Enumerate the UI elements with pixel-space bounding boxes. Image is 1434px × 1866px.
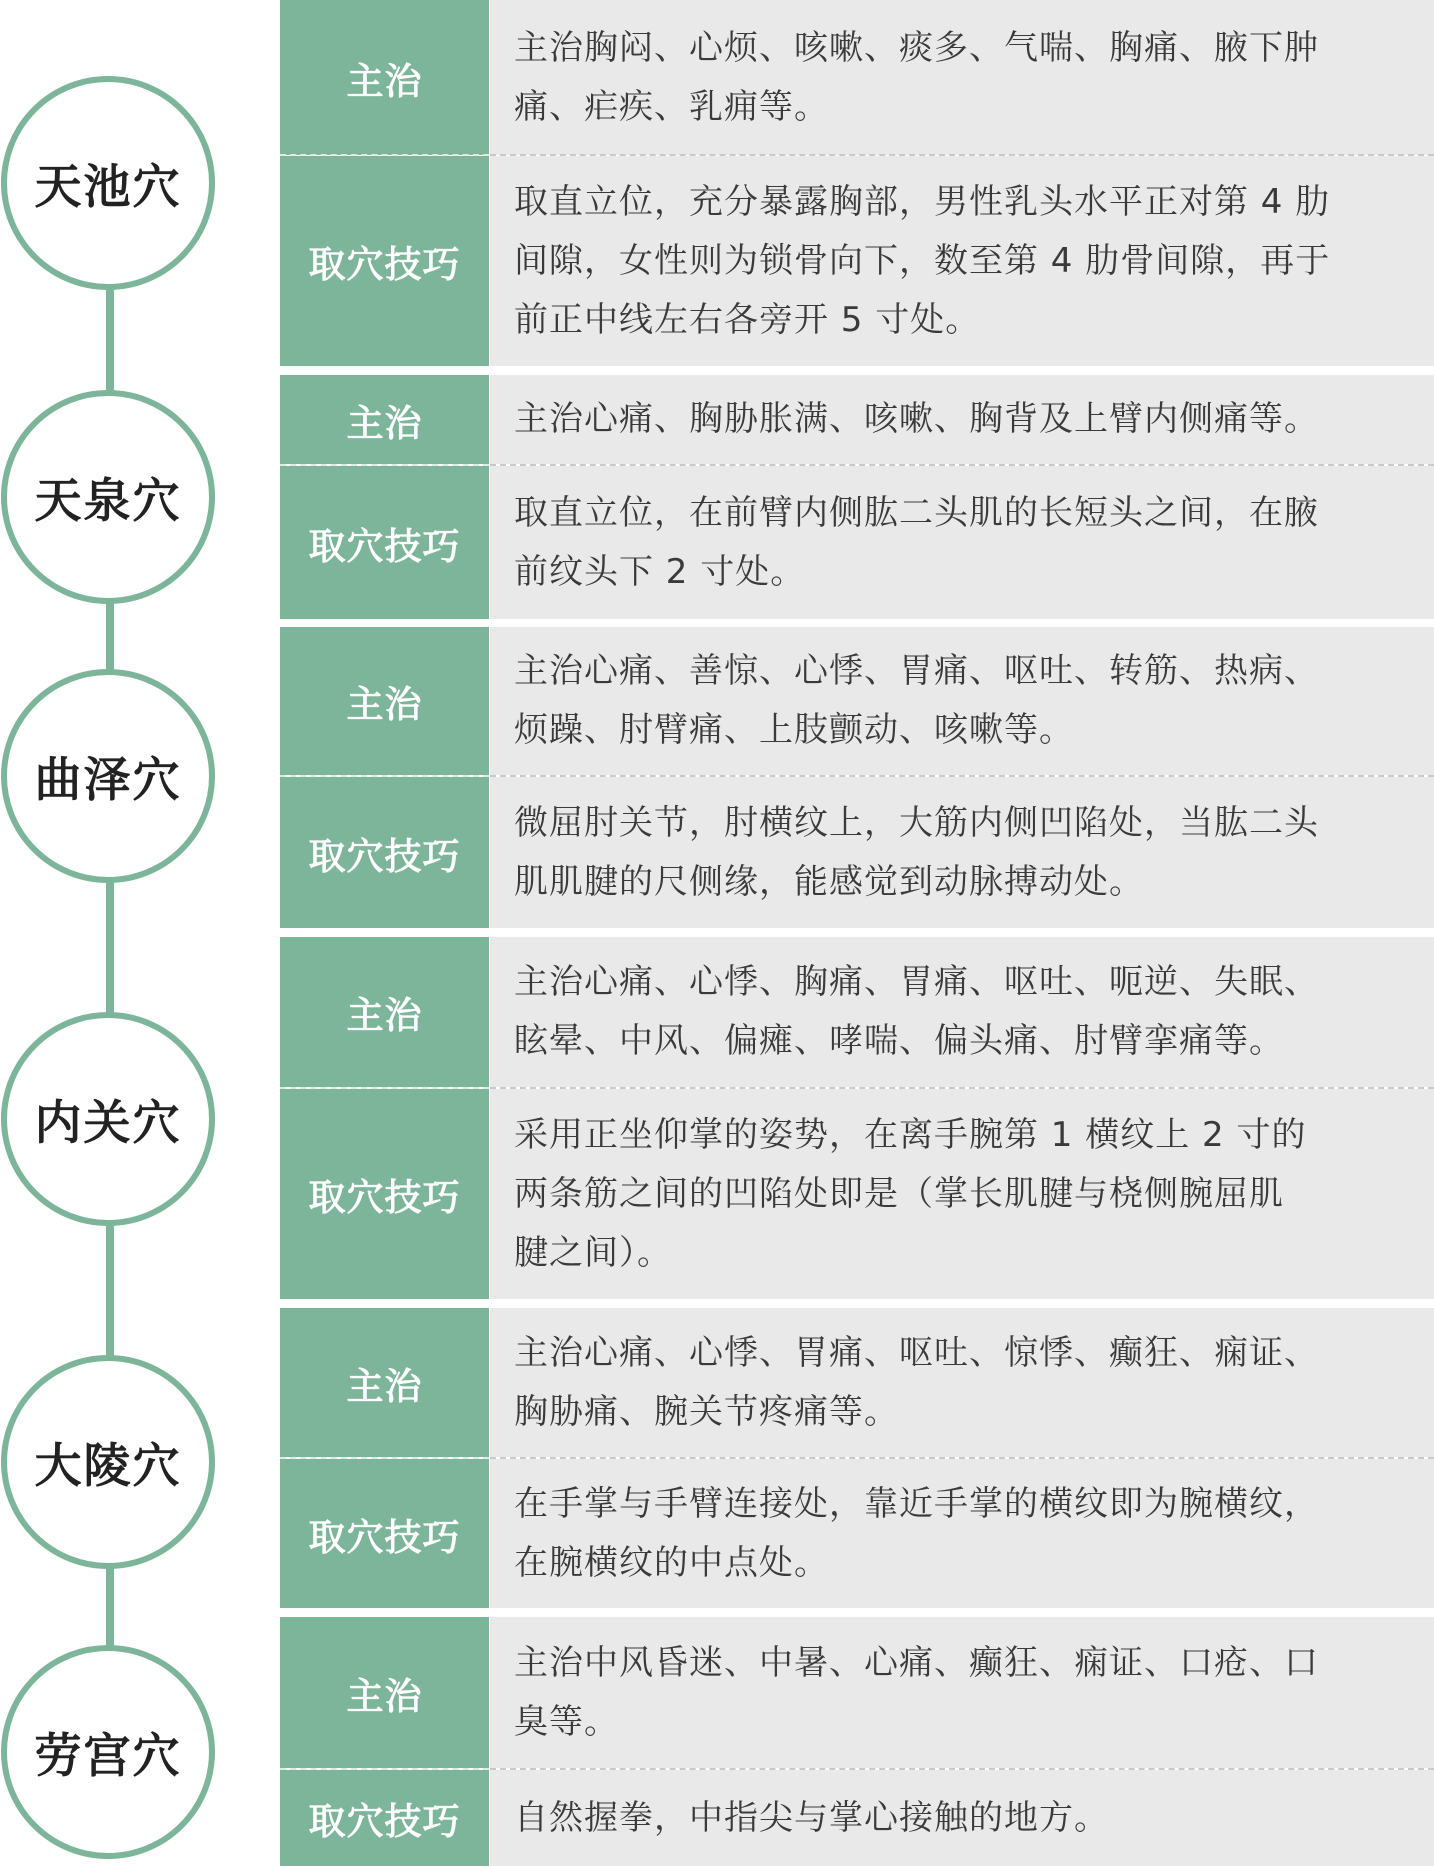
technique-label-cell bbox=[280, 777, 489, 928]
indication-text bbox=[490, 1324, 1434, 1442]
text-line: 主治心痛、心悸、胸痛、胃痛、呕吐、呃逆、失眠、 bbox=[514, 962, 1319, 1002]
technique-content bbox=[490, 1459, 1434, 1608]
technique-content bbox=[490, 156, 1434, 366]
technique-content bbox=[490, 466, 1434, 619]
indication-label: 主治 bbox=[346, 1364, 423, 1408]
acupoint-name: 天泉穴 bbox=[34, 473, 182, 529]
technique-label-cell bbox=[280, 156, 489, 366]
indication-label: 主治 bbox=[346, 994, 423, 1037]
text-line: 自然握拳，中指尖与掌心接触的地方。 bbox=[514, 1797, 1109, 1838]
acupoint-node-laogong bbox=[1, 1645, 215, 1859]
technique-text bbox=[490, 173, 1434, 350]
indication-text bbox=[490, 1634, 1434, 1752]
indication-content bbox=[490, 627, 1434, 775]
indication-row bbox=[280, 0, 1434, 155]
text-line: 取直立位，在前臂内侧肱二头肌的长短头之间，在腋 bbox=[514, 492, 1319, 533]
indication-label-cell bbox=[280, 1617, 489, 1768]
text-line: 腱之间）。 bbox=[514, 1232, 672, 1273]
technique-row bbox=[280, 466, 1434, 619]
acupoint-block-quze bbox=[280, 627, 1434, 928]
text-line: 肌肌腱的尺侧缘，能感觉到动脉搏动处。 bbox=[514, 861, 1144, 902]
indication-label: 主治 bbox=[346, 683, 423, 726]
acupoint-node-daling bbox=[1, 1355, 215, 1569]
acupoint-name: 劳宫穴 bbox=[34, 1728, 182, 1784]
acupoint-block-daling bbox=[280, 1308, 1434, 1608]
text-line: 痛、疟疾、乳痈等。 bbox=[514, 86, 829, 127]
indication-label-cell bbox=[280, 1308, 489, 1457]
text-line: 采用正坐仰掌的姿势，在离手腕第 1 横纹上 2 寸的 bbox=[514, 1114, 1307, 1155]
acupoint-block-neiguan bbox=[280, 937, 1434, 1299]
text-line: 在手掌与手臂连接处，靠近手掌的横纹即为腕横纹， bbox=[514, 1483, 1319, 1524]
text-line: 眩晕、中风、偏瘫、哮喘、偏头痛、肘臂挛痛等。 bbox=[514, 1021, 1284, 1061]
indication-content bbox=[490, 375, 1434, 464]
technique-content bbox=[490, 777, 1434, 928]
text-line: 主治心痛、胸胁胀满、咳嗽、胸背及上臂内侧痛等。 bbox=[514, 399, 1319, 439]
acupoint-name: 天池穴 bbox=[34, 159, 182, 215]
technique-content bbox=[490, 1770, 1434, 1866]
acupoint-name: 大陵穴 bbox=[34, 1438, 182, 1494]
acupoint-node-quze bbox=[1, 669, 215, 883]
text-line: 臭等。 bbox=[514, 1701, 619, 1742]
indication-content bbox=[490, 1308, 1434, 1457]
acupoint-node-neiguan bbox=[1, 1012, 215, 1226]
indication-label: 主治 bbox=[346, 59, 423, 103]
indication-content bbox=[490, 937, 1434, 1087]
technique-label: 取穴技巧 bbox=[308, 243, 461, 286]
indication-row bbox=[280, 937, 1434, 1087]
text-line: 主治中风昏迷、中暑、心痛、癫狂、痫证、口疮、口 bbox=[514, 1642, 1319, 1683]
acupoint-block-tianquan bbox=[280, 375, 1434, 619]
technique-text bbox=[490, 1789, 1434, 1848]
technique-row bbox=[280, 1089, 1434, 1299]
indication-row bbox=[280, 375, 1434, 464]
technique-label: 取穴技巧 bbox=[308, 1176, 461, 1219]
technique-row bbox=[280, 156, 1434, 366]
technique-text bbox=[490, 1475, 1434, 1593]
text-line: 主治心痛、心悸、胃痛、呕吐、惊悸、癫狂、痫证、 bbox=[514, 1332, 1319, 1373]
indication-row bbox=[280, 1617, 1434, 1768]
indication-text bbox=[490, 642, 1434, 760]
acupoint-block-laogong bbox=[280, 1617, 1434, 1866]
indication-label-cell bbox=[280, 627, 489, 775]
technique-label: 取穴技巧 bbox=[308, 1800, 461, 1843]
text-line: 在腕横纹的中点处。 bbox=[514, 1542, 829, 1583]
text-line: 前正中线左右各旁开 5 寸处。 bbox=[514, 299, 981, 340]
acupoint-name: 曲泽穴 bbox=[34, 752, 182, 808]
indication-text bbox=[490, 953, 1434, 1071]
indication-content bbox=[490, 1617, 1434, 1768]
technique-label-cell bbox=[280, 1770, 489, 1866]
indication-label: 主治 bbox=[346, 1674, 423, 1718]
technique-row bbox=[280, 1770, 1434, 1866]
technique-label: 取穴技巧 bbox=[308, 524, 461, 568]
technique-label-cell bbox=[280, 466, 489, 619]
text-line: 前纹头下 2 寸处。 bbox=[514, 551, 806, 592]
technique-row bbox=[280, 1459, 1434, 1608]
acupoint-name: 内关穴 bbox=[34, 1095, 182, 1151]
text-line: 两条筋之间的凹陷处即是（掌长肌腱与桡侧腕屈肌 bbox=[514, 1173, 1284, 1214]
text-line: 烦躁、肘臂痛、上肢颤动、咳嗽等。 bbox=[514, 710, 1074, 750]
acupoint-node-tianquan bbox=[1, 390, 215, 604]
technique-label: 取穴技巧 bbox=[308, 834, 461, 878]
technique-row bbox=[280, 777, 1434, 928]
acupoint-node-tianchi bbox=[1, 76, 215, 290]
indication-label-cell bbox=[280, 375, 489, 464]
acupoint-timeline bbox=[0, 0, 240, 1866]
indication-text bbox=[490, 19, 1434, 137]
text-line: 胸胁痛、腕关节疼痛等。 bbox=[514, 1391, 899, 1432]
text-line: 取直立位，充分暴露胸部，男性乳头水平正对第 4 肋 bbox=[514, 181, 1331, 222]
acupoint-block-tianchi bbox=[280, 0, 1434, 366]
technique-label: 取穴技巧 bbox=[308, 1515, 461, 1559]
indication-label-cell bbox=[280, 937, 489, 1087]
indication-row bbox=[280, 627, 1434, 775]
indication-label-cell bbox=[280, 0, 489, 155]
indication-label: 主治 bbox=[346, 401, 423, 445]
technique-text bbox=[490, 484, 1434, 602]
indication-row bbox=[280, 1308, 1434, 1457]
technique-text bbox=[490, 1106, 1434, 1283]
indication-content bbox=[490, 0, 1434, 155]
technique-label-cell bbox=[280, 1089, 489, 1299]
technique-content bbox=[490, 1089, 1434, 1299]
technique-label-cell bbox=[280, 1459, 489, 1608]
text-line: 微屈肘关节，肘横纹上，大筋内侧凹陷处，当肱二头 bbox=[514, 802, 1319, 843]
text-line: 主治胸闷、心烦、咳嗽、痰多、气喘、胸痛、腋下肿 bbox=[514, 27, 1319, 68]
indication-text bbox=[490, 390, 1434, 449]
technique-text bbox=[490, 794, 1434, 912]
text-line: 主治心痛、善惊、心悸、胃痛、呕吐、转筋、热病、 bbox=[514, 651, 1319, 691]
text-line: 间隙，女性则为锁骨向下，数至第 4 肋骨间隙，再于 bbox=[514, 240, 1331, 281]
